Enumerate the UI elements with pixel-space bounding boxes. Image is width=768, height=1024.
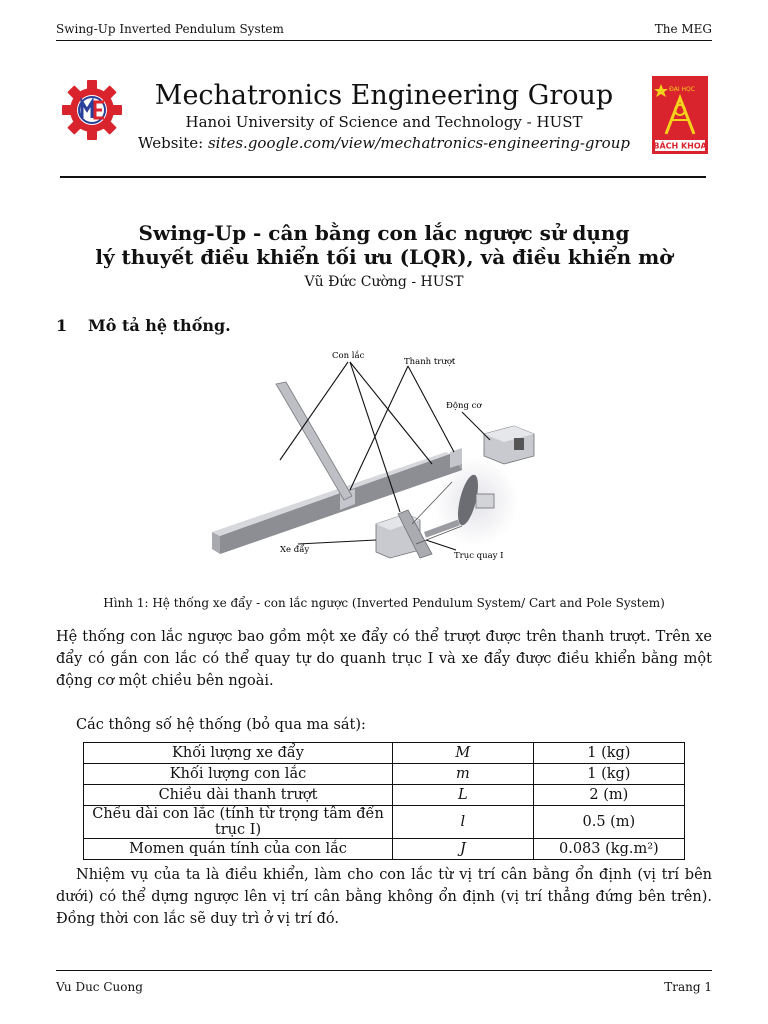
table-row <box>84 743 685 764</box>
table-row <box>84 806 685 839</box>
cart-pole-figure <box>200 344 560 584</box>
params-intro: Các thông số hệ thống (bỏ qua ma sát): <box>76 717 366 733</box>
param-symbol-cell: L <box>393 785 534 806</box>
header-rule <box>56 40 712 41</box>
param-name-cell: Chều dài con lắc (tính từ trọng tâm đến trục I) <box>84 806 393 839</box>
document-title-line-1: Swing-Up - cân bằng con lắc ngược sử dụng <box>138 221 630 245</box>
param-name-cell: Momen quán tính của con lắc <box>84 839 393 860</box>
param-symbol-cell: J <box>393 839 534 860</box>
label-motor: Động cơ <box>446 401 482 411</box>
pendulum-upright <box>276 382 352 500</box>
running-header-right: The MEG <box>654 22 712 36</box>
logo-text-top: ĐẠI HỌC <box>669 86 695 93</box>
param-name-cell: Khối lượng xe đẩy <box>84 743 393 764</box>
title-rule <box>60 176 706 178</box>
section-heading-1 <box>56 316 231 335</box>
section-title: Mô tả hệ thống. <box>88 316 231 335</box>
label-rail: Thanh trượt <box>404 357 456 367</box>
footer-rule <box>56 970 712 971</box>
label-cart: Xe đẩy <box>280 545 310 555</box>
website-label: Website: <box>138 134 204 152</box>
param-value-cell: 0.083 (kg.m²) <box>533 839 684 860</box>
label-pendulum: Con lắc <box>332 351 365 361</box>
param-value-cell: 0.5 (m) <box>533 806 684 839</box>
param-value-cell: 1 (kg) <box>533 743 684 764</box>
table-row <box>84 785 685 806</box>
document-author: Vũ Đức Cường - HUST <box>304 274 464 290</box>
param-symbol-cell: M <box>393 743 534 764</box>
figure-caption: Hình 1: Hệ thống xe đẩy - con lắc ngược (Inverted Pendulum System/ Cart and Pole System) <box>103 596 665 610</box>
group-title: Mechatronics Engineering Group <box>154 80 614 111</box>
param-symbol-cell: l <box>393 806 534 839</box>
param-symbol-cell: m <box>393 764 534 785</box>
running-header-left: Swing-Up Inverted Pendulum System <box>56 22 284 36</box>
footer-author: Vu Duc Cuong <box>56 980 143 994</box>
table-row <box>84 764 685 785</box>
param-name-cell: Chiều dài thanh trượt <box>84 785 393 806</box>
document-title-line-2: lý thuyết điều khiển tối ưu (LQR), và điều khiển mờ <box>95 245 673 269</box>
website-url[interactable]: sites.google.com/view/mechatronics-engineering-group <box>207 134 630 152</box>
label-axis: Trục quay I <box>454 551 504 561</box>
bach-khoa-logo-icon <box>652 76 708 154</box>
parameters-table <box>83 742 685 860</box>
task-paragraph: Nhiệm vụ của ta là điều khiển, làm cho con lắc từ vị trí cân bằng ổn định (vị trí bên dưới) có thể dựng ngược lên vị trí cân bằng không ổn định (vị trí thẳng đứng bên trên). Đồng thời con lắc sẽ duy trì ở vị trí đó. <box>56 867 712 927</box>
section-number: 1 <box>56 316 68 335</box>
university-name: Hanoi University of Science and Technology - HUST <box>185 113 583 131</box>
param-name-cell: Khối lượng con lắc <box>84 764 393 785</box>
table-row <box>84 839 685 860</box>
footer-page-number: Trang 1 <box>664 980 712 994</box>
param-value-cell: 1 (kg) <box>533 764 684 785</box>
description-paragraph: Hệ thống con lắc ngược bao gồm một xe đẩy có thể trượt được trên thanh trượt. Trên xe đẩy có gắn con lắc có thể quay tự do quanh trục I và xe đẩy được điều khiển bằng một động cơ một chiều bên ngoài. <box>56 629 712 689</box>
logo-text-bottom: BÁCH KHOA <box>653 141 707 151</box>
param-value-cell: 2 (m) <box>533 785 684 806</box>
